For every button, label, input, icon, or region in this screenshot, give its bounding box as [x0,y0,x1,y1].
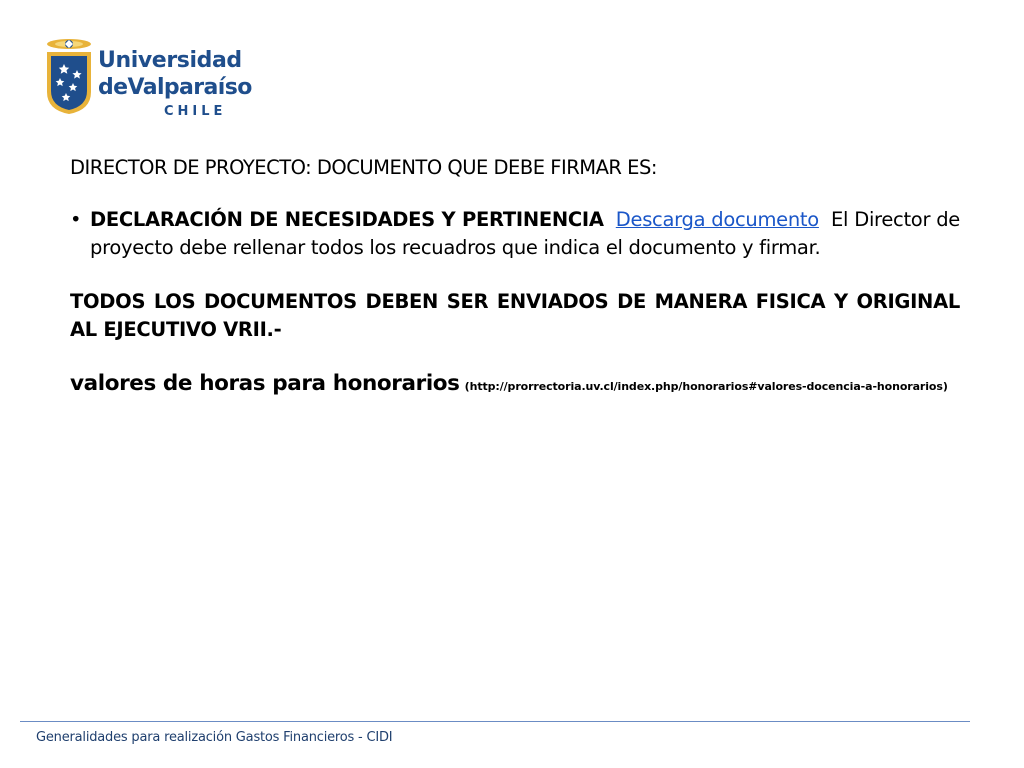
bullet-marker: • [70,208,82,231]
university-crest-icon [44,34,94,116]
honorarios-line [70,371,960,396]
download-document-link[interactable]: Descarga documento [615,208,819,231]
director-heading: DIRECTOR DE PROYECTO: DOCUMENTO QUE DEBE FIRMAR ES: [70,156,657,179]
logo-line-chile: CHILE [164,104,227,119]
bullet-description: El Director de proyecto debe rellenar todos los recuadros que indica el documento y firmar. [90,208,960,259]
honorarios-url: (http://prorrectoria.uv.cl/index.php/honorarios#valores-docencia-a-honorarios) [464,380,948,393]
bullet-title: DECLARACIÓN DE NECESIDADES Y PERTINENCIA [90,208,604,231]
university-logo [40,34,252,126]
documents-notice: TODOS LOS DOCUMENTOS DEBEN SER ENVIADOS DE MANERA FISICA Y ORIGINAL AL EJECUTIVO VRII.- [70,290,960,341]
university-wordmark [98,50,252,118]
bullet-item-declaracion [70,206,960,262]
honorarios-label: valores de horas para honorarios [70,371,460,396]
logo-line-universidad: Universidad [98,48,242,73]
logo-line-de-valparaiso: deValparaíso [98,75,252,100]
footer-caption: Generalidades para realización Gastos Financieros - CIDI [36,730,393,745]
footer-divider [20,721,970,722]
slide-content [70,156,960,396]
